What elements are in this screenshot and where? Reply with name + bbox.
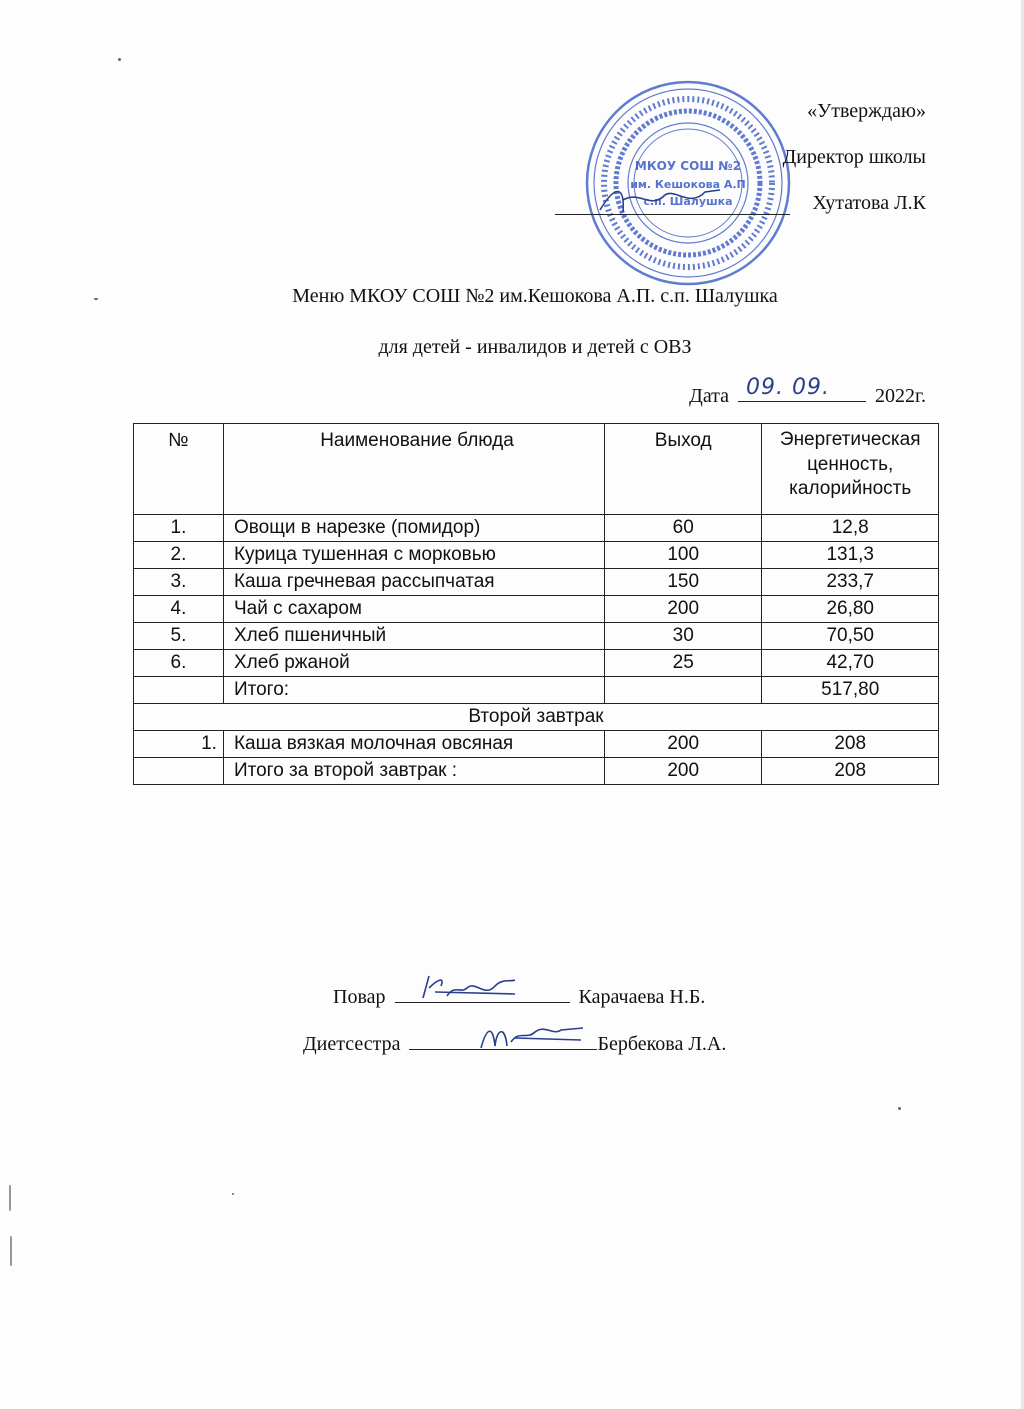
total-num	[134, 758, 224, 785]
total-output	[605, 677, 762, 704]
row-name: Каша вязкая молочная овсяная	[223, 731, 604, 758]
row-num: 2.	[134, 542, 224, 569]
dietitian-signature-icon	[475, 1018, 585, 1054]
total-energy: 517,80	[762, 677, 939, 704]
row-energy: 42,70	[762, 650, 939, 677]
total-label: Итого за второй завтрак :	[223, 758, 604, 785]
row-output: 200	[605, 731, 762, 758]
total-output: 200	[605, 758, 762, 785]
row-output: 25	[605, 650, 762, 677]
row-energy: 70,50	[762, 623, 939, 650]
table-row	[134, 623, 939, 650]
row-num: 4.	[134, 596, 224, 623]
row-energy: 131,3	[762, 542, 939, 569]
date-row	[689, 375, 926, 408]
row-name: Курица тушенная с морковью	[223, 542, 604, 569]
scan-speck	[898, 1107, 901, 1110]
dietitian-name: Бербекова Л.А.	[597, 1033, 727, 1055]
cook-label: Повар	[333, 986, 386, 1008]
stamp-line-1: МКОУ СОШ №2	[634, 159, 742, 173]
row-name: Каша гречневая рассыпчатая	[223, 569, 604, 596]
section-row	[134, 704, 939, 731]
date-year: 2022г.	[875, 385, 926, 407]
total-label: Итого:	[223, 677, 604, 704]
menu-subtitle: для детей - инвалидов и детей с ОВЗ	[378, 336, 692, 358]
table-row	[134, 569, 939, 596]
row-num: 5.	[134, 623, 224, 650]
row-name: Хлеб пшеничный	[223, 623, 604, 650]
cook-signature-icon	[415, 970, 520, 1006]
scan-speck	[10, 1236, 12, 1266]
total-energy: 208	[762, 758, 939, 785]
row-output: 60	[605, 515, 762, 542]
header-energy-line-2: ценность,	[807, 453, 894, 475]
scan-speck	[232, 1193, 234, 1195]
approval-line-1: «Утверждаю»	[807, 100, 926, 122]
row-name: Овощи в нарезке (помидор)	[223, 515, 604, 542]
date-handwritten: 09. 09.	[746, 375, 831, 400]
row-output: 30	[605, 623, 762, 650]
header-energy-line-3: калорийность	[789, 478, 912, 500]
total-row	[134, 677, 939, 704]
row-output: 100	[605, 542, 762, 569]
row-energy: 26,80	[762, 596, 939, 623]
header-energy-line-1: Энергетическая	[779, 429, 921, 450]
date-label: Дата	[689, 385, 730, 407]
scan-speck	[94, 298, 98, 300]
approval-line-3: Хутатова Л.К	[812, 192, 926, 214]
dietitian-label: Диетсестра	[303, 1033, 401, 1055]
row-energy: 12,8	[762, 515, 939, 542]
total-row	[134, 758, 939, 785]
row-num: 1.	[134, 515, 224, 542]
date-blank	[738, 375, 866, 402]
table-header-row	[134, 424, 939, 515]
section-second-breakfast: Второй завтрак	[134, 704, 939, 731]
row-energy: 208	[762, 731, 939, 758]
table-row	[134, 650, 939, 677]
scan-speck	[9, 1185, 11, 1211]
total-num	[134, 677, 224, 704]
header-output: Выход	[605, 424, 762, 515]
header-energy	[762, 424, 939, 515]
table-row	[134, 731, 939, 758]
director-signature-icon	[595, 180, 725, 220]
menu-table	[133, 423, 939, 785]
row-energy: 233,7	[762, 569, 939, 596]
row-num: 1.	[134, 731, 224, 758]
row-num: 3.	[134, 569, 224, 596]
stamp-line-2: им. Кешокова А.П	[630, 178, 746, 191]
cook-name: Карачаева Н.Б.	[578, 986, 706, 1008]
row-num: 6.	[134, 650, 224, 677]
row-output: 150	[605, 569, 762, 596]
menu-title: Меню МКОУ СОШ №2 им.Кешокова А.П. с.п. Шалушка	[292, 285, 778, 307]
row-name: Хлеб ржаной	[223, 650, 604, 677]
scan-speck	[118, 58, 121, 61]
table-row	[134, 542, 939, 569]
header-num: №	[134, 424, 224, 515]
approval-line-2: Директор школы	[782, 146, 926, 168]
header-name: Наименование блюда	[223, 424, 604, 515]
row-output: 200	[605, 596, 762, 623]
stamp-line-3: с.п. Шалушка	[643, 195, 733, 208]
table-row	[134, 596, 939, 623]
table-row	[134, 515, 939, 542]
row-name: Чай с сахаром	[223, 596, 604, 623]
